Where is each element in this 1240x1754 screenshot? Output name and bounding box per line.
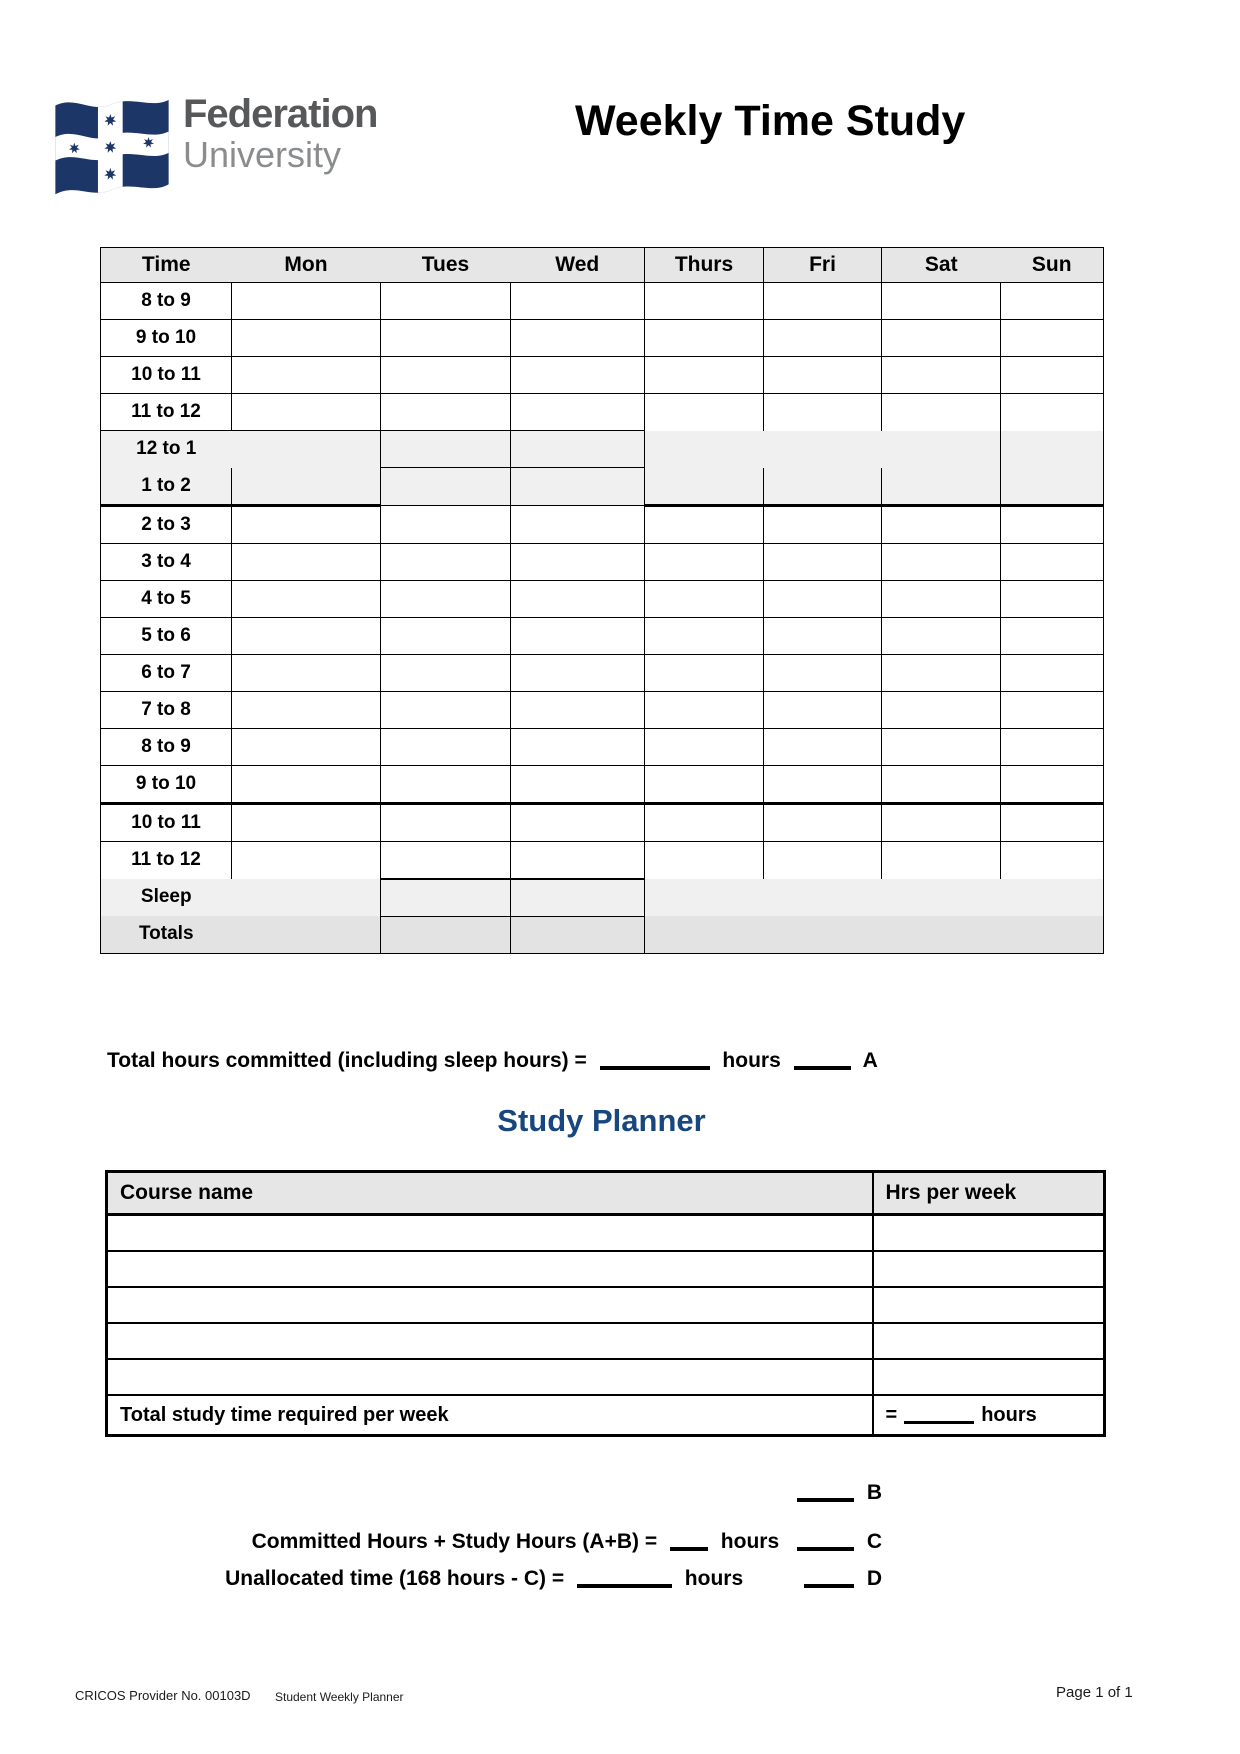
committed-hours-blank[interactable]	[670, 1529, 708, 1551]
grid-cell-wed[interactable]	[511, 394, 645, 431]
grid-cell-sat[interactable]	[882, 543, 1001, 580]
grid-cell-wed[interactable]	[511, 357, 645, 394]
grid-cell-wed[interactable]	[511, 691, 645, 728]
time-row-label: 4 to 5	[101, 580, 232, 617]
grid-cell-thurs[interactable]	[645, 765, 764, 803]
grid-cell-thurs[interactable]	[645, 879, 764, 917]
grid-cell-thurs[interactable]	[645, 394, 764, 431]
planner-column-header-course-name: Course name	[107, 1172, 873, 1215]
grid-cell-sat[interactable]	[882, 505, 1001, 543]
grid-cell-sat[interactable]	[882, 765, 1001, 803]
grid-cell-tues[interactable]	[381, 765, 511, 803]
grid-cell-sat[interactable]	[882, 580, 1001, 617]
grid-cell-mon[interactable]	[232, 394, 381, 431]
time-row-8-to-9	[101, 728, 1104, 765]
grid-cell-wed[interactable]	[511, 916, 645, 953]
grid-cell-mon[interactable]	[232, 357, 381, 394]
grid-cell-thurs[interactable]	[645, 431, 764, 468]
time-row-label: 7 to 8	[101, 691, 232, 728]
grid-cell-fri[interactable]	[764, 431, 882, 468]
grid-cell-mon[interactable]	[232, 543, 381, 580]
page-title: Weekly Time Study	[575, 97, 966, 145]
grid-cell-mon[interactable]	[232, 879, 381, 917]
logo-wordmark	[183, 94, 377, 173]
federation-university-logo	[53, 92, 377, 200]
grid-cell-wed[interactable]	[511, 431, 645, 468]
grid-cell-sat[interactable]	[882, 468, 1001, 506]
grid-cell-sun[interactable]	[1001, 879, 1104, 917]
grid-cell-sat[interactable]	[882, 728, 1001, 765]
planner-header-row	[107, 1172, 1105, 1215]
grid-cell-sat[interactable]	[882, 431, 1001, 468]
grid-cell-mon[interactable]	[232, 468, 381, 506]
grid-cell-thurs[interactable]	[645, 617, 764, 654]
grid-cell-mon[interactable]	[232, 580, 381, 617]
time-row-label: Totals	[101, 916, 232, 953]
grid-cell-fri[interactable]	[764, 691, 882, 728]
grid-cell-wed[interactable]	[511, 543, 645, 580]
ref-d-blank[interactable]	[804, 1566, 854, 1588]
grid-cell-wed[interactable]	[511, 320, 645, 357]
grid-cell-sat[interactable]	[882, 841, 1001, 879]
weekly-time-table	[100, 247, 1104, 954]
total-study-hours-blank[interactable]	[904, 1405, 974, 1424]
grid-cell-mon[interactable]	[232, 841, 381, 879]
grid-cell-tues[interactable]	[381, 505, 511, 543]
course-name-cell[interactable]	[107, 1359, 873, 1395]
time-row-10-to-11	[101, 803, 1104, 841]
time-row-6-to-7	[101, 654, 1104, 691]
column-header-wed: Wed	[511, 248, 645, 283]
grid-cell-sat[interactable]	[882, 691, 1001, 728]
grid-cell-mon[interactable]	[232, 505, 381, 543]
hrs-per-week-cell[interactable]	[873, 1251, 1105, 1287]
grid-cell-mon[interactable]	[232, 803, 381, 841]
time-row-label: 10 to 11	[101, 803, 232, 841]
grid-cell-sun[interactable]	[1001, 283, 1104, 320]
grid-cell-tues[interactable]	[381, 320, 511, 357]
grid-cell-fri[interactable]	[764, 505, 882, 543]
ref-b-label: B	[866, 1481, 882, 1504]
time-row-7-to-8	[101, 691, 1104, 728]
course-name-cell[interactable]	[107, 1323, 873, 1359]
grid-cell-tues[interactable]	[381, 841, 511, 879]
grid-cell-thurs[interactable]	[645, 283, 764, 320]
time-row-label: 5 to 6	[101, 617, 232, 654]
grid-cell-wed[interactable]	[511, 283, 645, 320]
footer-doc-name: Student Weekly Planner	[275, 1690, 404, 1704]
grid-cell-tues[interactable]	[381, 879, 511, 917]
grid-cell-wed[interactable]	[511, 765, 645, 803]
time-row-label: 8 to 9	[101, 283, 232, 320]
time-row-label: 1 to 2	[101, 468, 232, 506]
time-row-2-to-3	[101, 505, 1104, 543]
grid-cell-sat[interactable]	[882, 394, 1001, 431]
grid-cell-mon[interactable]	[232, 765, 381, 803]
grid-cell-sat[interactable]	[882, 654, 1001, 691]
column-header-sat: Sat	[882, 248, 1001, 283]
total-hours-blank[interactable]	[600, 1048, 710, 1070]
grid-cell-wed[interactable]	[511, 580, 645, 617]
grid-cell-tues[interactable]	[381, 691, 511, 728]
ref-c-blank[interactable]	[797, 1529, 854, 1551]
time-row-totals	[101, 916, 1104, 953]
time-row-label: 3 to 4	[101, 543, 232, 580]
grid-cell-tues[interactable]	[381, 803, 511, 841]
grid-cell-mon[interactable]	[232, 728, 381, 765]
grid-cell-wed[interactable]	[511, 841, 645, 879]
time-row-label: 9 to 10	[101, 765, 232, 803]
grid-cell-fri[interactable]	[764, 916, 882, 953]
hours-word: hours	[722, 1049, 781, 1072]
time-row-4-to-5	[101, 580, 1104, 617]
grid-cell-thurs[interactable]	[645, 580, 764, 617]
grid-cell-tues[interactable]	[381, 543, 511, 580]
grid-cell-tues[interactable]	[381, 916, 511, 953]
column-header-tues: Tues	[381, 248, 511, 283]
ref-d-label: D	[866, 1567, 882, 1590]
grid-cell-tues[interactable]	[381, 394, 511, 431]
time-row-12-to-1	[101, 431, 1104, 468]
time-row-sleep	[101, 879, 1104, 917]
grid-cell-sun[interactable]	[1001, 841, 1104, 879]
summary-line-b	[100, 1480, 882, 1505]
grid-cell-wed[interactable]	[511, 728, 645, 765]
grid-cell-sat[interactable]	[882, 617, 1001, 654]
grid-cell-sun[interactable]	[1001, 691, 1104, 728]
time-row-label: 9 to 10	[101, 320, 232, 357]
grid-cell-fri[interactable]	[764, 580, 882, 617]
grid-cell-wed[interactable]	[511, 879, 645, 917]
grid-cell-sun[interactable]	[1001, 543, 1104, 580]
footer-cricos-text: CRICOS Provider No. 00103D	[75, 1688, 251, 1703]
hours-word: hours	[720, 1530, 780, 1553]
grid-cell-tues[interactable]	[381, 357, 511, 394]
grid-cell-sun[interactable]	[1001, 803, 1104, 841]
planner-blank-row	[107, 1287, 1105, 1323]
grid-cell-sun[interactable]	[1001, 394, 1104, 431]
grid-cell-sun[interactable]	[1001, 468, 1104, 506]
grid-cell-fri[interactable]	[764, 617, 882, 654]
column-header-time: Time	[101, 248, 232, 283]
hours-word: hours	[981, 1403, 1037, 1426]
grid-cell-tues[interactable]	[381, 283, 511, 320]
total-hours-label: Total hours committed (including sleep hours) =	[107, 1049, 587, 1072]
grid-cell-thurs[interactable]	[645, 803, 764, 841]
grid-cell-thurs[interactable]	[645, 468, 764, 506]
grid-cell-tues[interactable]	[381, 654, 511, 691]
grid-cell-mon[interactable]	[232, 654, 381, 691]
hours-word: hours	[684, 1567, 744, 1590]
grid-cell-thurs[interactable]	[645, 841, 764, 879]
time-row-1-to-2	[101, 468, 1104, 506]
grid-cell-sat[interactable]	[882, 916, 1001, 953]
hrs-per-week-cell[interactable]	[873, 1323, 1105, 1359]
unallocated-time-label: Unallocated time (168 hours - C) =	[225, 1567, 565, 1590]
grid-cell-wed[interactable]	[511, 617, 645, 654]
grid-cell-mon[interactable]	[232, 617, 381, 654]
total-hours-committed-line	[107, 1048, 878, 1073]
grid-cell-thurs[interactable]	[645, 357, 764, 394]
grid-cell-thurs[interactable]	[645, 728, 764, 765]
time-row-label: 10 to 11	[101, 357, 232, 394]
hrs-per-week-cell[interactable]	[873, 1359, 1105, 1395]
grid-cell-mon[interactable]	[232, 320, 381, 357]
grid-cell-wed[interactable]	[511, 505, 645, 543]
grid-cell-sat[interactable]	[882, 803, 1001, 841]
grid-cell-wed[interactable]	[511, 468, 645, 506]
committed-plus-study-label: Committed Hours + Study Hours (A+B) =	[251, 1530, 658, 1553]
time-row-label: 11 to 12	[101, 841, 232, 879]
grid-cell-mon[interactable]	[232, 691, 381, 728]
grid-cell-sat[interactable]	[882, 283, 1001, 320]
grid-cell-sun[interactable]	[1001, 654, 1104, 691]
grid-cell-sun[interactable]	[1001, 617, 1104, 654]
time-row-8-to-9	[101, 283, 1104, 320]
grid-cell-tues[interactable]	[381, 617, 511, 654]
equals-sign: =	[885, 1403, 898, 1426]
grid-cell-fri[interactable]	[764, 468, 882, 506]
grid-cell-mon[interactable]	[232, 431, 381, 468]
planner-blank-row	[107, 1251, 1105, 1287]
course-name-cell[interactable]	[107, 1251, 873, 1287]
summary-line-d	[100, 1566, 882, 1591]
grid-cell-tues[interactable]	[381, 431, 511, 468]
grid-cell-fri[interactable]	[764, 803, 882, 841]
column-header-fri: Fri	[764, 248, 882, 283]
logo-federation-text: Federation	[183, 92, 378, 136]
grid-cell-sat[interactable]	[882, 879, 1001, 917]
grid-cell-sun[interactable]	[1001, 505, 1104, 543]
grid-cell-sat[interactable]	[882, 320, 1001, 357]
column-header-thurs: Thurs	[645, 248, 764, 283]
study-planner-table	[105, 1170, 1106, 1437]
grid-cell-sat[interactable]	[882, 357, 1001, 394]
grid-cell-fri[interactable]	[764, 841, 882, 879]
grid-cell-sun[interactable]	[1001, 357, 1104, 394]
grid-cell-thurs[interactable]	[645, 654, 764, 691]
course-name-cell[interactable]	[107, 1287, 873, 1323]
grid-cell-sun[interactable]	[1001, 431, 1104, 468]
time-row-label: 2 to 3	[101, 505, 232, 543]
grid-cell-tues[interactable]	[381, 468, 511, 506]
grid-cell-thurs[interactable]	[645, 543, 764, 580]
ref-b-blank[interactable]	[797, 1480, 854, 1502]
time-row-3-to-4	[101, 543, 1104, 580]
grid-cell-fri[interactable]	[764, 394, 882, 431]
grid-cell-fri[interactable]	[764, 283, 882, 320]
time-row-label: 6 to 7	[101, 654, 232, 691]
grid-cell-mon[interactable]	[232, 916, 381, 953]
time-row-label: 8 to 9	[101, 728, 232, 765]
grid-cell-fri[interactable]	[764, 320, 882, 357]
logo-university-text: University	[183, 134, 342, 175]
grid-cell-wed[interactable]	[511, 803, 645, 841]
grid-cell-sun[interactable]	[1001, 916, 1104, 953]
time-row-label: 11 to 12	[101, 394, 232, 431]
grid-cell-tues[interactable]	[381, 580, 511, 617]
time-row-5-to-6	[101, 617, 1104, 654]
time-row-11-to-12	[101, 394, 1104, 431]
planner-blank-row	[107, 1359, 1105, 1395]
grid-cell-thurs[interactable]	[645, 691, 764, 728]
planner-total-row	[107, 1395, 1105, 1436]
grid-cell-fri[interactable]	[764, 728, 882, 765]
ref-a-blank[interactable]	[794, 1048, 851, 1070]
grid-cell-fri[interactable]	[764, 654, 882, 691]
time-row-label: Sleep	[101, 879, 232, 917]
time-row-11-to-12	[101, 841, 1104, 879]
grid-cell-thurs[interactable]	[645, 320, 764, 357]
grid-cell-sun[interactable]	[1001, 580, 1104, 617]
grid-cell-sun[interactable]	[1001, 765, 1104, 803]
grid-cell-fri[interactable]	[764, 543, 882, 580]
study-planner-heading: Study Planner	[497, 1103, 706, 1138]
grid-cell-thurs[interactable]	[645, 916, 764, 953]
grid-cell-mon[interactable]	[232, 283, 381, 320]
planner-blank-row	[107, 1323, 1105, 1359]
summary-line-c	[100, 1529, 882, 1554]
grid-cell-tues[interactable]	[381, 728, 511, 765]
grid-cell-thurs[interactable]	[645, 505, 764, 543]
grid-cell-sun[interactable]	[1001, 320, 1104, 357]
grid-cell-fri[interactable]	[764, 765, 882, 803]
time-table-header-row	[101, 248, 1104, 283]
total-study-time-label: Total study time required per week	[107, 1395, 873, 1436]
time-row-9-to-10	[101, 320, 1104, 357]
hrs-per-week-cell[interactable]	[873, 1287, 1105, 1323]
grid-cell-wed[interactable]	[511, 654, 645, 691]
unallocated-hours-blank[interactable]	[577, 1566, 672, 1588]
planner-column-header-hrs-per-week: Hrs per week	[873, 1172, 1105, 1215]
time-row-label: 12 to 1	[101, 431, 232, 468]
column-header-mon: Mon	[232, 248, 381, 283]
ref-a-label: A	[862, 1049, 878, 1072]
column-header-sun: Sun	[1001, 248, 1104, 283]
time-row-9-to-10	[101, 765, 1104, 803]
total-study-time-value-cell	[873, 1395, 1105, 1436]
planner-blank-row	[107, 1215, 1105, 1252]
course-name-cell[interactable]	[107, 1215, 873, 1252]
footer-page-number: Page 1 of 1	[1056, 1684, 1133, 1701]
ref-c-label: C	[866, 1530, 882, 1553]
time-row-10-to-11	[101, 357, 1104, 394]
grid-cell-sun[interactable]	[1001, 728, 1104, 765]
hrs-per-week-cell[interactable]	[873, 1215, 1105, 1252]
grid-cell-fri[interactable]	[764, 879, 882, 917]
federation-flag-icon	[53, 92, 171, 200]
grid-cell-fri[interactable]	[764, 357, 882, 394]
